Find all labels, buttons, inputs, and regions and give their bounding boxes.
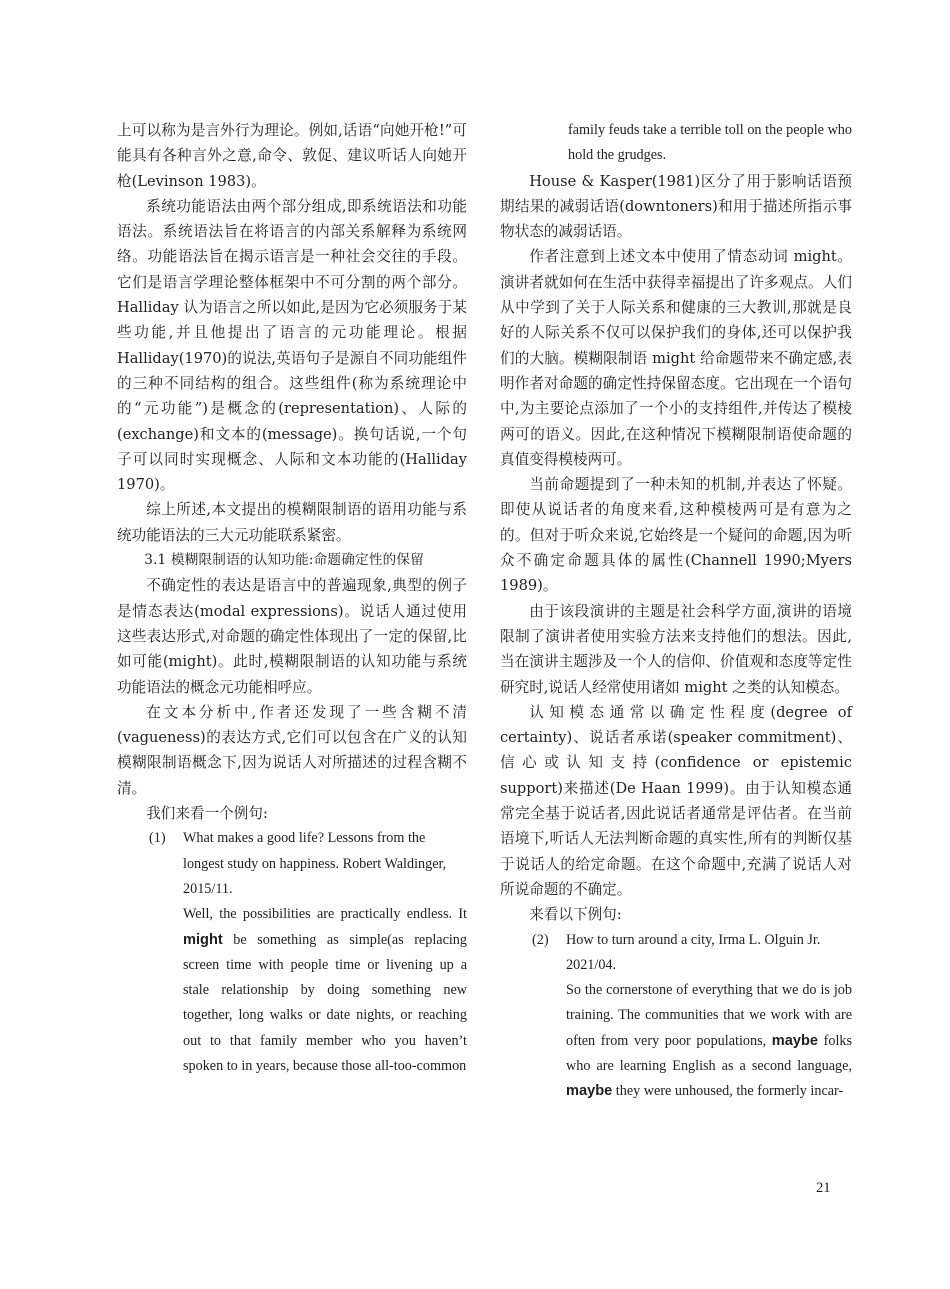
right-column [500, 118, 852, 1105]
paragraph: 认知模态通常以确定性程度(degree of certainty)、说话者承诺(speaker commitment)、信心或认知支持(confidence or epistemic support)来描述(De Haan 1999)。由于认知模态通常完全基于说话者,因此说话者通常是评估者。在当前语境下,听话人无法判断命题的真实性,所有的判断仅基于说话人的给定命题。在这个命题中,充满了说话人对所说命题的不确定。 [500, 703, 852, 898]
paragraph: 我们来看一个例句: [146, 805, 268, 823]
example-2 [532, 928, 852, 979]
example-source: How to turn around a city, Irma L. Olguin Jr. 2021/04. [566, 931, 821, 973]
example-number: (1) [149, 830, 166, 847]
paragraph: 当前命题提到了一种未知的机制,并表达了怀疑。即使从说话者的角度来看,这种模棱两可是有意为之的。但对于听众来说,它始终是一个疑问的命题,因为听众不确定命题具体的属性(Channell 1990;Myers 1989)。 [500, 476, 852, 595]
quote-text: folks who are learning English as a second language, [566, 1032, 853, 1074]
section-heading: 3.1 模糊限制语的认知功能:命题确定性的保留 [144, 552, 424, 569]
example-source: What makes a good life? Lessons from the longest study on happiness. Robert Waldinger, 2015/11. [183, 830, 447, 897]
paragraph: 综上所述,本文提出的模糊限制语的语用功能与系统功能语法的三大元功能联系紧密。 [117, 501, 467, 544]
quote-text: be something as simple(as replacing screen time with people time or livening up a stale relationship by doing something new together, long walks or date nights, or reaching out to that family member who you haven’t spoken to in years, because those all-too-common [183, 931, 467, 1074]
example-number: (2) [532, 931, 549, 948]
left-column [117, 118, 467, 1079]
paragraph: 上可以称为是言外行为理论。例如,话语“向她开枪!”可能具有各种言外之意,命令、敦促、建议听话人向她开枪(Levinson 1983)。 [117, 122, 467, 190]
hedge-word: might [183, 931, 223, 948]
paragraph: 在文本分析中,作者还发现了一些含糊不清(vagueness)的表达方式,它们可以包含在广义的认知模糊限制语概念下,因为说话人对所描述的过程含糊不清。 [117, 703, 467, 797]
page-number: 21 [816, 1180, 831, 1196]
example-quote [183, 902, 467, 1079]
paragraph: 系统功能语法由两个部分组成,即系统语法和功能语法。系统语法旨在将语言的内部关系解释为系统网络。功能语法旨在揭示语言是一种社会交往的手段。它们是语言学理论整体框架中不可分割的两个部分。Halliday 认为语言之所以如此,是因为它必须服务于某些功能,并且他提出了语言的元功能理论。根据 Halliday(1970)的说法,英语句子是源自不同功能组件的三种不同结构的组合。这些组件(称为系统理论中的“元功能”)是概念的(representation)、人际的(exchange)和文本的(message)。换句话说,一个句子可以同时实现概念、人际和文本功能的(Halliday 1970)。 [117, 197, 467, 494]
example-1 [149, 826, 467, 902]
paragraph: House & Kasper(1981)区分了用于影响话语预期结果的减弱话语(downtoners)和用于描述所指示事物状态的减弱话语。 [500, 172, 852, 241]
paragraph: 来看以下例句: [529, 906, 622, 924]
hedge-word: maybe [771, 1032, 819, 1049]
example-quote [566, 978, 852, 1104]
quote-text: Well, the possibilities are practically endless. It [183, 906, 467, 923]
quote-text: they were unhoused, the formerly incar- [612, 1083, 844, 1100]
paragraph: 由于该段演讲的主题是社会科学方面,演讲的语境限制了演讲者使用实验方法来支持他们的想法。因此,当在演讲主题涉及一个人的信仰、价值观和态度等定性研究时,说话人经常使用诸如 might 之类的认知模态。 [500, 602, 852, 696]
hedge-word: maybe [566, 1083, 613, 1100]
paragraph: 不确定性的表达是语言中的普遍现象,典型的例子是情态表达(modal expressions)。说话人通过使用这些表达形式,对命题的确定性体现出了一定的保留,比如可能(might)。此时,模糊限制语的认知功能与系统功能语法的概念元功能相呼应。 [117, 577, 467, 696]
example-quote-continued: family feuds take a terrible toll on the people who hold the grudges. [568, 122, 852, 164]
paragraph: 作者注意到上述文本中使用了情态动词 might。演讲者就如何在生活中获得幸福提出了许多观点。人们从中学到了关于人际关系和健康的三大教训,那就是良好的人际关系不仅可以保护我们的身体,还可以保护我们的大脑。模糊限制语 might 给命题带来不确定感,表明作者对命题的确定性持保留态度。它出现在一个语句中,为主要论点添加了一个小的支持组件,并传达了模棱两可的语义。因此,在这种情况下模糊限制语使命题的真值变得模棱两可。 [500, 248, 852, 468]
quote-text: So the cornerstone of everything that we do is job training. The communities that we work with are often from very poor populations, [566, 982, 852, 1049]
